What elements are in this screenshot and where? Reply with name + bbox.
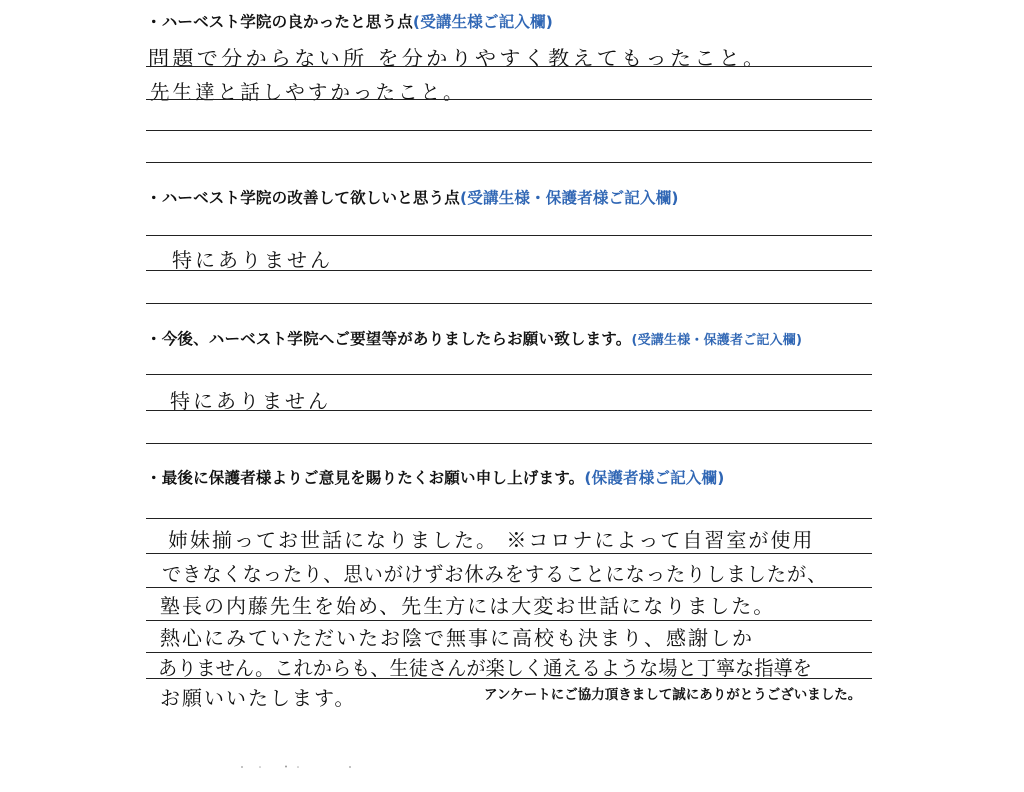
answer-rule [146, 99, 872, 100]
answer-rule [146, 162, 872, 163]
section-4-answer-line-6: お願いいたします。 [160, 686, 357, 710]
section-3-heading [146, 327, 802, 349]
scan-specks [238, 764, 358, 770]
answer-rule [146, 443, 872, 444]
section-1-title: ・ハーベスト学院の良かったと思う点 [146, 13, 413, 31]
section-1-heading [146, 10, 553, 32]
answer-rule [146, 678, 872, 679]
answer-rule [146, 553, 872, 554]
section-3-title: ・今後、ハーベスト学院へご要望等がありましたらお願い致します。 [146, 330, 632, 348]
answer-rule [146, 587, 872, 588]
section-2-heading [146, 186, 679, 208]
section-4-note: (保護者様ご記入欄) [584, 469, 725, 487]
section-4-answer-line-4: 熱心にみていただいたお陰で無事に高校も決まり、感謝しか [160, 626, 754, 650]
answer-rule [146, 235, 872, 236]
answer-rule [146, 270, 872, 271]
closing-message: アンケートにご協力頂きまして誠にありがとうございました。 [484, 687, 862, 703]
answer-rule [146, 518, 872, 519]
section-1-answer-line-2: 先生達と話しやすかったこと。 [150, 80, 466, 104]
section-3-note: (受講生様・保護者ご記入欄) [631, 333, 803, 348]
section-1-note: (受講生様ご記入欄) [412, 13, 554, 31]
section-2-title: ・ハーベスト学院の改善して欲しいと思う点 [146, 189, 461, 207]
section-3-answer-line-1: 特にありません [170, 389, 331, 413]
answer-rule [146, 620, 872, 621]
section-4-answer-line-2: できなくなったり、思いがけずお休みをすることになったりしましたが、 [162, 562, 828, 586]
section-4-heading [146, 466, 725, 488]
answer-rule [146, 374, 872, 375]
section-2-answer-line-1: 特にありません [172, 248, 333, 272]
section-2-note: (受講生様・保護者様ご記入欄) [460, 189, 679, 207]
answer-rule [146, 303, 872, 304]
answer-rule [146, 130, 872, 131]
answer-rule [146, 66, 872, 67]
section-4-answer-line-5: ありません。これからも、生徒さんが楽しく通えるような場と丁寧な指導を [158, 656, 812, 680]
section-1-answer-line-1: 問題で分からない所 を分かりやすく教えてもったこと。 [148, 46, 768, 70]
section-4-answer-line-1: 姉妹揃ってお世話になりました。 ※コロナによって自習室が使用 [168, 528, 815, 552]
answer-rule [146, 410, 872, 411]
section-4-title: ・最後に保護者様よりご意見を賜りたくお願い申し上げます。 [146, 469, 585, 487]
section-4-answer-line-3: 塾長の内藤先生を始め、先生方には大変お世話になりました。 [160, 594, 776, 618]
